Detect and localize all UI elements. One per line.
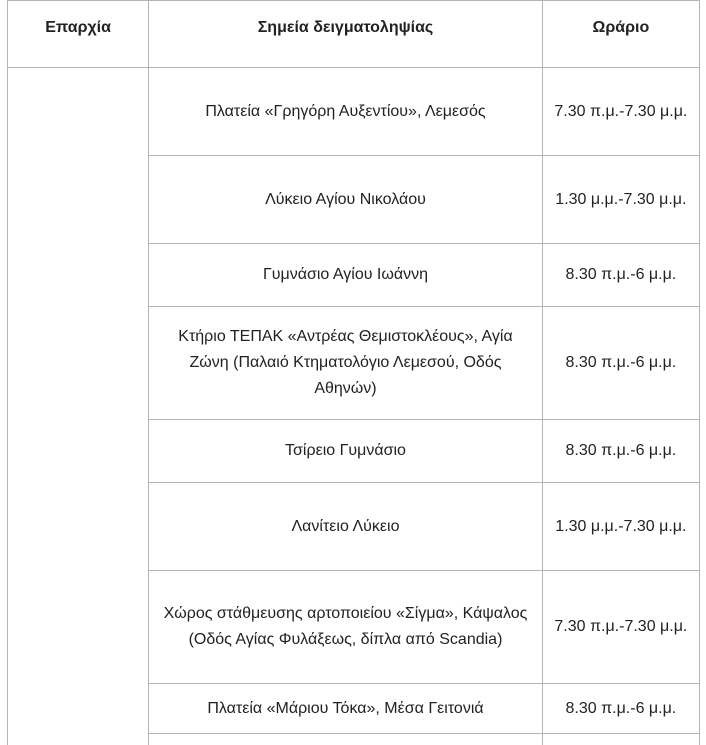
table-row: [8, 68, 700, 156]
sampling-point-cell: Γυμνάσιο Αγίου Ιωάννη: [149, 244, 543, 307]
sampling-point-cell: Χώρος στάθμευσης αρτοποιείου «Σίγμα», Κάψαλος (Οδός Αγίας Φυλάξεως, δίπλα από Scandia): [149, 571, 543, 684]
sampling-point-cell: Λανίτειο Λύκειο: [149, 483, 543, 571]
sampling-points-table-wrapper: [7, 0, 700, 745]
hours-cell: 7.30 π.μ.-7.30 μ.μ.: [542, 68, 699, 156]
header-region: Επαρχία: [8, 1, 149, 68]
sampling-point-cell: Πλατεία «Μάριου Τόκα», Μέσα Γειτονιά: [149, 684, 543, 734]
hours-cell: 1.30 μ.μ.-7.30 μ.μ.: [542, 483, 699, 571]
hours-cell: [542, 734, 699, 745]
sampling-points-table: [7, 0, 700, 745]
sampling-point-cell: Κτήριο ΤΕΠΑΚ «Αντρέας Θεμιστοκλέους», Αγία Ζώνη (Παλαιό Κτηματολόγιο Λεμεσού, Οδός Αθηνών): [149, 307, 543, 420]
sampling-point-cell: Πλατεία «Γρηγόρη Αυξεντίου», Λεμεσός: [149, 68, 543, 156]
table-header-row: [8, 1, 700, 68]
hours-cell: 8.30 π.μ.-6 μ.μ.: [542, 307, 699, 420]
sampling-point-cell: Λύκειο Αγίου Νικολάου: [149, 156, 543, 244]
header-sampling-point: Σημεία δειγματοληψίας: [149, 1, 543, 68]
hours-cell: 1.30 μ.μ.-7.30 μ.μ.: [542, 156, 699, 244]
hours-cell: 7.30 π.μ.-7.30 μ.μ.: [542, 571, 699, 684]
hours-cell: 8.30 π.μ.-6 μ.μ.: [542, 244, 699, 307]
hours-cell: 8.30 π.μ.-6 μ.μ.: [542, 684, 699, 734]
header-hours: Ωράριο: [542, 1, 699, 68]
hours-cell: 8.30 π.μ.-6 μ.μ.: [542, 420, 699, 483]
region-cell: [8, 68, 149, 745]
sampling-point-cell: [149, 734, 543, 745]
sampling-point-cell: Τσίρειο Γυμνάσιο: [149, 420, 543, 483]
